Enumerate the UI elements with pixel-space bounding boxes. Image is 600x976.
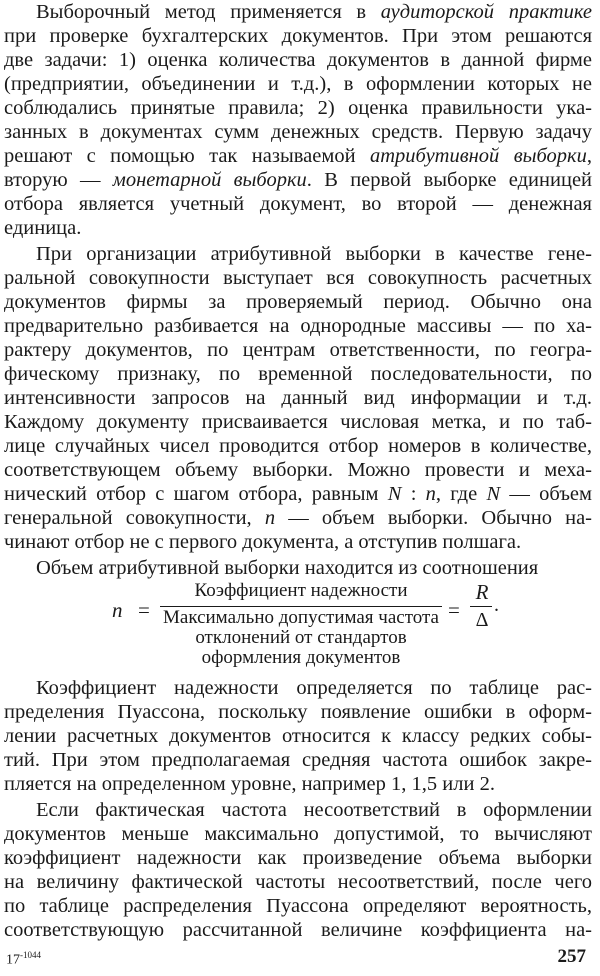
text-line: при проверке бухгалтерских документов. При этом решаются bbox=[4, 25, 592, 47]
formula-r-numerator: R bbox=[475, 580, 489, 604]
text-line: (предприятии, объединении и т.д.), в оформлении которых не bbox=[4, 73, 592, 95]
denominator-line: Максимально допустимая частота bbox=[163, 607, 439, 628]
denominator-line: оформления документов bbox=[201, 647, 401, 668]
text-line: Коэффициент надежности определяется по таблице рас- bbox=[36, 677, 592, 699]
text-line: отбора является учетный документ, во второй — денежная bbox=[4, 193, 592, 215]
formula-period: . bbox=[494, 594, 499, 616]
text-line: лице случайных чисел проводится отбор номеров в количестве, bbox=[4, 435, 592, 457]
denominator-line: отклонений от стандартов bbox=[195, 627, 407, 648]
text-line: Объем атрибутивной выборки находится из соотношения bbox=[36, 557, 539, 579]
formula-numerator: Коэффициент надежности bbox=[194, 580, 408, 601]
text-line: единица. bbox=[4, 217, 82, 239]
text-line: соблюдались принятые правила; 2) оценка правильности ука- bbox=[4, 97, 592, 119]
signature-mark: $17^{-1044}$ bbox=[6, 950, 41, 968]
formula-lhs: n bbox=[112, 598, 123, 622]
text-line: соответствующую рассчитанной величине коэффициента на- bbox=[4, 919, 592, 941]
text-line: чинают отбор не с первого документа, а отступив полшага. bbox=[4, 531, 522, 553]
text-line: занных в документах сумм денежных средств. Первую задачу bbox=[4, 121, 592, 143]
text-line: Если фактическая частота несоответствий в оформлении bbox=[36, 799, 592, 821]
formula-r-denominator: Δ bbox=[475, 609, 489, 631]
text-line: на величину фактической частоты несоответствий, после чего bbox=[4, 871, 592, 893]
text-line: генеральной совокупности, n — объем выборки. Обычно на- bbox=[4, 507, 592, 529]
formula-denominator bbox=[160, 608, 442, 668]
text-line: решают с помощью так называемой атрибутивной выборки, bbox=[4, 145, 592, 167]
text-line: тий. При этом предполагаемая средняя частота ошибок закре- bbox=[4, 749, 592, 771]
text-line: фическому признаку, по временной последовательности, по bbox=[4, 363, 592, 385]
formula-equals: = bbox=[448, 598, 460, 622]
text-line: соответствующем объему выборки. Можно провести и меха- bbox=[4, 459, 592, 481]
page-number: 257 bbox=[557, 946, 586, 967]
text-line: рактеру документов, по центрам ответственности, по геогра- bbox=[4, 339, 592, 361]
text-line: Каждому документу присваивается числовая метка, и по таб- bbox=[4, 411, 592, 433]
text-line: При организации атрибутивной выборки в качестве гене- bbox=[36, 243, 592, 265]
formula-equals: = bbox=[138, 598, 150, 622]
text-line: две задачи: 1) оценка количества документов в данной фирме bbox=[4, 49, 592, 71]
text-line: лении расчетных документов относится к классу редких собы- bbox=[4, 725, 592, 747]
text-line: коэффициент надежности как произведение объема выборки bbox=[4, 847, 592, 869]
fraction-bar bbox=[470, 606, 492, 607]
text-line: интенсивности запросов на данный вид информации и т.д. bbox=[4, 387, 592, 409]
text-line: пляется на определенном уровне, например 1, 1,5 или 2. bbox=[4, 773, 495, 795]
text-line: вторую — монетарной выборки. В первой выборке единицей bbox=[4, 169, 593, 191]
text-line: по таблице распределения Пуассона определяют вероятность, bbox=[4, 895, 592, 917]
text-line: предварительно разбивается на однородные массивы — по ха- bbox=[4, 315, 592, 337]
text-line: Выборочный метод применяется в аудиторской практике bbox=[36, 1, 592, 23]
text-line: ральной совокупности выступает вся совокупность расчетных bbox=[4, 267, 592, 289]
text-line: нический отбор с шагом отбора, равным N : n, где N — объем bbox=[4, 483, 592, 505]
text-line: документов фирмы за проверяемый период. Обычно она bbox=[4, 291, 592, 313]
text-line: пределения Пуассона, поскольку появление ошибки в оформ- bbox=[4, 701, 592, 723]
formula bbox=[0, 580, 600, 670]
text-line: документов меньше максимально допустимой, то вычисляют bbox=[4, 823, 592, 845]
